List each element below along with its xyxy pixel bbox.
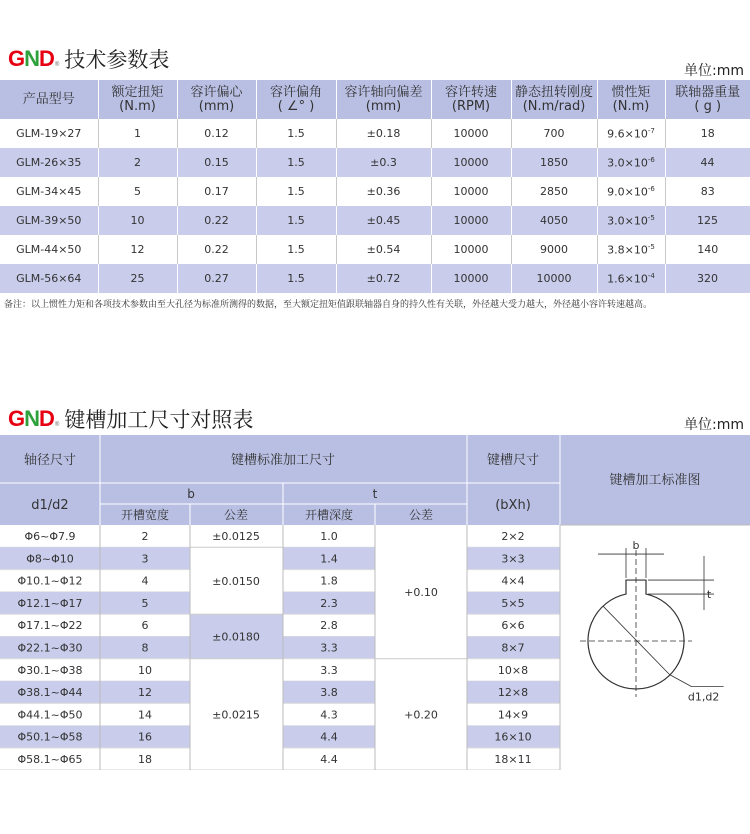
slot-width: 2 — [141, 530, 149, 543]
section1-unit: 单位:mm — [684, 63, 744, 79]
spec-header-label: 惯性矩 — [611, 84, 651, 100]
keyway-size: 2×2 — [501, 530, 525, 543]
slot-width: 12 — [138, 686, 152, 700]
spec-cell-weight: 83 — [700, 185, 715, 198]
tolerance-t: +0.20 — [404, 708, 438, 722]
spec-cell-inertia: $3.0\times 10^{-6}$ — [597, 148, 665, 177]
spec-header-5 — [431, 80, 511, 119]
shaft-range: Φ17.1~Φ22 — [17, 619, 83, 633]
slot-width: 4 — [141, 574, 149, 588]
spec-table-header — [0, 80, 750, 119]
spec-cell-ecc: 0.22 — [177, 235, 256, 264]
header-bxh-label: (bXh) — [495, 498, 531, 513]
table-row — [0, 148, 750, 177]
spec-cell-stiff: 2850 — [511, 177, 597, 206]
spec-header-label: 产品型号 — [22, 91, 75, 107]
spec-header-4 — [336, 80, 431, 119]
slot-width: 5 — [141, 596, 149, 610]
shaft-range: Φ8~Φ10 — [26, 552, 74, 566]
spec-cell-angle: 1.5 — [256, 148, 336, 177]
spec-header-unit: (N.m) — [612, 98, 650, 114]
shaft-range: Φ38.1~Φ44 — [17, 686, 83, 700]
spec-cell-weight: 18 — [700, 127, 715, 140]
diagram-b-label: b — [632, 539, 640, 553]
spec-cell-ecc: 0.12 — [177, 119, 256, 148]
spec-cell-ecc: 0.17 — [177, 177, 256, 206]
shaft-range: Φ6~Φ7.9 — [24, 530, 76, 543]
keyway-diagram — [580, 548, 724, 697]
spec-header-unit: (N.m) — [119, 98, 156, 114]
spec-cell-weight: 140 — [697, 243, 719, 256]
spec-cell-angle: 1.5 — [256, 177, 336, 206]
header-depth-label: 开槽深度 — [304, 508, 354, 522]
keyway-size: 16×10 — [494, 730, 532, 744]
keyway-size: 12×8 — [497, 686, 529, 700]
slot-depth: 3.8 — [320, 686, 338, 700]
section2-title: 键槽加工尺寸对照表 — [64, 408, 254, 432]
keyway-size: 3×3 — [501, 552, 525, 566]
spec-cell-model: GLM-39×50 — [0, 206, 98, 235]
tolerance-b: ±0.0180 — [212, 630, 260, 644]
spec-header-label: 额定扭矩 — [111, 84, 164, 100]
spec-header-unit: (mm) — [198, 98, 235, 114]
slot-width: 3 — [141, 552, 149, 566]
slot-depth: 2.3 — [320, 596, 338, 610]
spec-header-label: 容许轴向偏差 — [344, 84, 423, 100]
spec-cell-axial: ±0.18 — [336, 119, 431, 148]
section2-unit: 单位:mm — [684, 417, 744, 433]
spec-cell-inertia: $3.8\times 10^{-5}$ — [597, 235, 665, 264]
table-row — [0, 119, 750, 148]
slot-width: 10 — [138, 663, 152, 677]
spec-header-unit: ( ∠° ) — [277, 98, 315, 114]
tolerance-b: ±0.0150 — [212, 574, 260, 588]
spec-cell-torque: 1 — [98, 119, 177, 148]
spec-cell-stiff: 10000 — [511, 264, 597, 293]
spec-cell-angle: 1.5 — [256, 119, 336, 148]
shaft-range: Φ12.1~Φ17 — [17, 596, 83, 610]
spec-cell-rpm: 10000 — [431, 235, 511, 264]
shaft-range: Φ10.1~Φ12 — [17, 574, 83, 588]
diagram-line — [603, 606, 669, 674]
slot-depth: 4.4 — [320, 753, 338, 766]
spec-header-6 — [511, 80, 597, 119]
spec-cell-ecc: 0.15 — [177, 148, 256, 177]
spec-cell-model: GLM-56×64 — [0, 264, 98, 293]
spec-cell-inertia: $9.0\times 10^{-6}$ — [597, 177, 665, 206]
header-d-label: d1/d2 — [31, 498, 69, 513]
slot-depth: 2.8 — [320, 619, 338, 633]
header-t-label: t — [372, 487, 378, 501]
spec-cell-torque: 10 — [98, 206, 177, 235]
spec-note: 备注：以上惯性力矩和各项技术参数由至大孔径为标准所测得的数据，至大额定扭矩值跟联轴器自身的持久性有关联，外径越大受力越大，外径越小容许转速越高。 — [4, 300, 653, 310]
spec-cell-angle: 1.5 — [256, 206, 336, 235]
header-shaft-label: 轴径尺寸 — [23, 453, 77, 468]
spec-cell-torque: 5 — [98, 177, 177, 206]
spec-header-label: 联轴器重量 — [675, 84, 741, 100]
header-width-label: 开槽宽度 — [120, 508, 170, 522]
section1-heading — [8, 44, 169, 74]
table-row — [0, 264, 750, 293]
spec-cell-rpm: 10000 — [431, 206, 511, 235]
table-row — [0, 177, 750, 206]
shaft-range: Φ22.1~Φ30 — [17, 641, 83, 655]
spec-header-label: 静态扭转刚度 — [514, 84, 593, 100]
spec-cell-rpm: 10000 — [431, 119, 511, 148]
keyway-size: 6×6 — [501, 619, 525, 633]
slot-width: 6 — [141, 619, 149, 633]
spec-header-3 — [256, 80, 336, 119]
diagram-line — [670, 675, 692, 687]
spec-header-label: 容许偏心 — [190, 84, 243, 100]
spec-cell-weight: 125 — [665, 206, 750, 235]
slot-depth: 1.8 — [320, 574, 338, 588]
gnd-logo: G N D $_®$ — [8, 46, 59, 71]
spec-cell-ecc: 0.22 — [177, 206, 256, 235]
spec-header-7 — [597, 80, 665, 119]
header-size-label: 键槽尺寸 — [486, 453, 540, 468]
slot-depth: 1.4 — [320, 552, 338, 566]
spec-header-0 — [0, 80, 98, 119]
spec-cell-angle: 1.5 — [256, 235, 336, 264]
spec-header-label: 容许偏角 — [269, 84, 322, 100]
spec-cell-weight: 320 — [665, 264, 750, 293]
spec-cell-rpm: 10000 — [431, 264, 511, 293]
spec-header-1 — [98, 80, 177, 119]
diagram-d-label: d1,d2 — [687, 690, 720, 704]
spec-cell-model: GLM-34×45 — [0, 177, 98, 206]
header-tol2-label: 公差 — [408, 508, 434, 522]
spec-cell-stiff: 4050 — [511, 206, 597, 235]
spec-cell-model: GLM-44×50 — [0, 235, 98, 264]
section1-title: 技术参数表 — [64, 48, 170, 72]
spec-header-label: 容许转速 — [444, 84, 497, 100]
slot-width: 16 — [138, 730, 152, 744]
spec-cell-rpm: 10000 — [431, 148, 511, 177]
spec-cell-axial: ±0.3 — [336, 148, 431, 177]
slot-depth: 4.3 — [320, 708, 338, 722]
spec-cell-torque: 12 — [98, 235, 177, 264]
shaft-range: Φ50.1~Φ58 — [17, 730, 83, 744]
header-tol1-label: 公差 — [223, 508, 249, 522]
keyway-size: 5×5 — [501, 596, 525, 610]
keyway-size: 4×4 — [501, 574, 525, 588]
spec-cell-angle: 1.5 — [256, 264, 336, 293]
slot-width: 14 — [138, 708, 152, 722]
spec-cell-weight: 44 — [665, 148, 750, 177]
spec-cell-inertia: $9.6\times 10^{-7}$ — [597, 119, 665, 148]
shaft-range: Φ44.1~Φ50 — [17, 708, 83, 722]
gnd-logo-2: G N D $_®$ — [8, 406, 59, 431]
tolerance-b: ±0.0125 — [212, 530, 260, 544]
spec-cell-stiff: 700 — [511, 119, 597, 148]
table-row — [0, 206, 750, 235]
spec-cell-rpm: 10000 — [431, 177, 511, 206]
spec-cell-stiff: 1850 — [511, 148, 597, 177]
spec-cell-model: GLM-26×35 — [0, 148, 98, 177]
spec-header-unit: (mm) — [365, 98, 402, 114]
spec-cell-model: GLM-19×27 — [0, 119, 98, 148]
spec-cell-axial: ±0.45 — [336, 206, 431, 235]
keyway-size: 10×8 — [497, 663, 529, 677]
spec-cell-stiff: 9000 — [511, 235, 597, 264]
slot-depth: 1.0 — [320, 530, 338, 543]
tolerance-b: ±0.0215 — [212, 708, 260, 722]
header-b-label: b — [187, 487, 195, 501]
slot-depth: 3.3 — [320, 641, 338, 655]
spec-header-unit: ( g ) — [694, 98, 722, 114]
keyway-size: 8×7 — [501, 641, 525, 655]
slot-depth: 4.4 — [320, 730, 338, 744]
spec-cell-inertia: $1.6\times 10^{-4}$ — [597, 264, 665, 293]
header-diagram-label: 键槽加工标准图 — [609, 473, 701, 488]
spec-table — [0, 80, 750, 293]
spec-cell-torque: 2 — [98, 148, 177, 177]
spec-header-8 — [665, 80, 750, 119]
spec-cell-ecc: 0.27 — [177, 264, 256, 293]
spec-header-unit: (N.m/rad) — [522, 98, 586, 114]
tolerance-t: +0.10 — [404, 585, 438, 599]
shaft-range: Φ58.1~Φ65 — [17, 753, 83, 766]
table-row — [0, 235, 750, 264]
keyway-size: 14×9 — [497, 708, 529, 722]
shaft-range: Φ30.1~Φ38 — [17, 663, 83, 677]
spec-header-unit: (RPM) — [451, 98, 491, 114]
section2-heading — [8, 404, 253, 434]
header-std-label: 键槽标准加工尺寸 — [230, 453, 336, 468]
spec-header-2 — [177, 80, 256, 119]
keyway-size: 18×11 — [494, 753, 532, 766]
slot-width: 18 — [138, 753, 152, 766]
spec-cell-axial: ±0.54 — [336, 235, 431, 264]
spec-cell-inertia: $3.0\times 10^{-5}$ — [597, 206, 665, 235]
keyway-table — [0, 435, 750, 770]
slot-width: 8 — [141, 641, 149, 655]
diagram-t-label: t — [706, 588, 712, 602]
slot-depth: 3.3 — [320, 663, 338, 677]
keyway-table-grid — [0, 435, 750, 770]
spec-cell-torque: 25 — [98, 264, 177, 293]
spec-cell-axial: ±0.72 — [336, 264, 431, 293]
spec-cell-axial: ±0.36 — [336, 177, 431, 206]
